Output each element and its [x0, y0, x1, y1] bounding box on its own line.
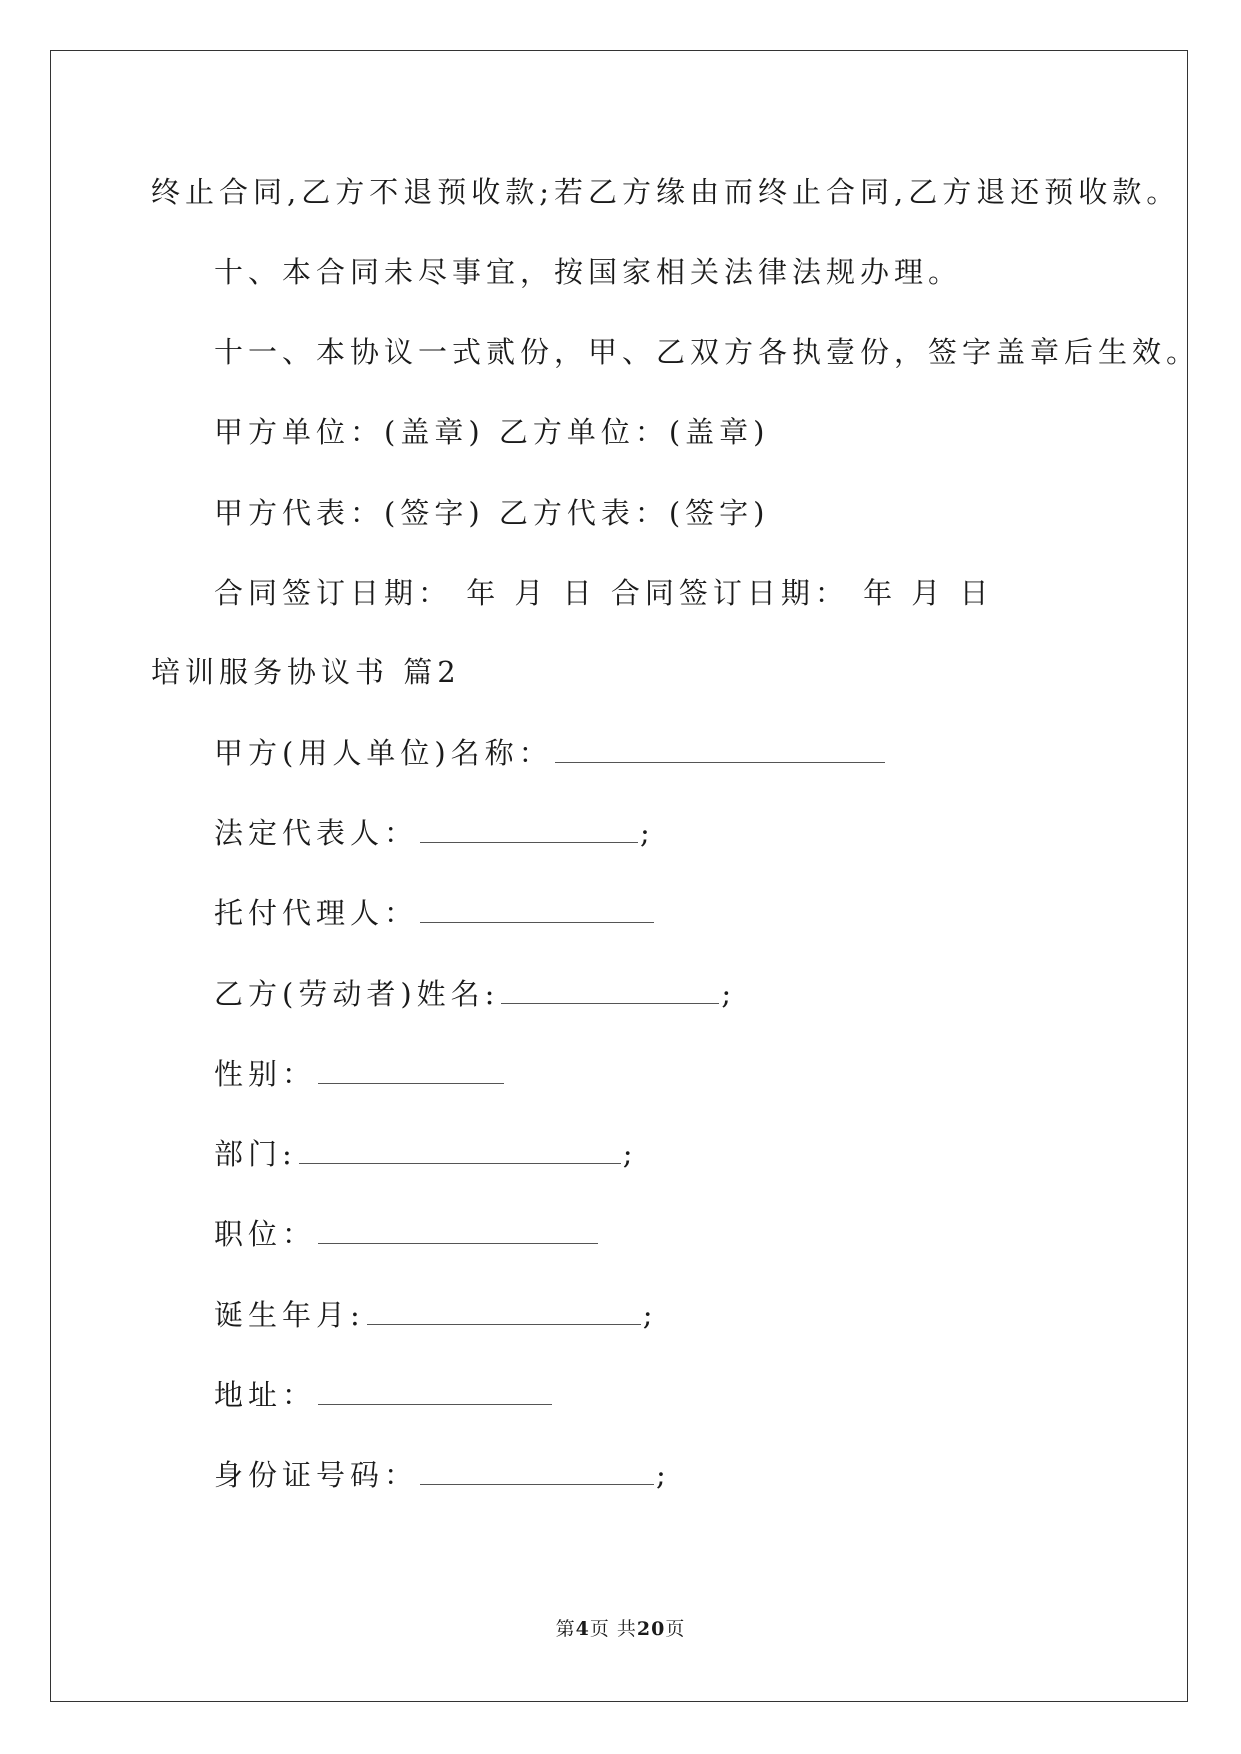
- text-line-3: 十一、本协议一式贰份，甲、乙双方各执壹份，签字盖章后生效。: [214, 335, 1201, 369]
- address-label: 地址：: [214, 1378, 317, 1412]
- text-line-1: 终止合同,乙方不退预收款;若乙方缘由而终止合同,乙方退还预收款。: [151, 175, 1181, 209]
- text-line-4: 甲方单位：(盖章) 乙方单位：(盖章): [214, 415, 770, 449]
- agent-row: [214, 893, 656, 933]
- id-number-row: [214, 1455, 671, 1495]
- birth-row: [214, 1295, 658, 1335]
- text-line-5: 甲方代表：(签字) 乙方代表：(签字): [214, 496, 770, 530]
- worker-name-row: [214, 974, 736, 1014]
- worker-name-semicolon: ;: [721, 977, 737, 1011]
- department-semicolon: ;: [622, 1137, 638, 1171]
- birth-blank[interactable]: [367, 1300, 641, 1325]
- department-row: [214, 1134, 638, 1174]
- footer-mid: 页 共: [589, 1618, 637, 1640]
- position-row: [214, 1214, 600, 1254]
- gender-label: 性别：: [214, 1057, 317, 1091]
- text-line-2: 十、本合同未尽事宜，按国家相关法律法规办理。: [214, 255, 963, 289]
- department-blank[interactable]: [299, 1139, 621, 1164]
- id-number-semicolon: ;: [656, 1458, 671, 1492]
- worker-name-label: 乙方(劳动者)姓名:: [214, 977, 500, 1011]
- footer-page-number: 4: [575, 1618, 590, 1640]
- legal-rep-label: 法定代表人：: [214, 816, 419, 850]
- page-footer: [0, 1614, 1241, 1641]
- position-label: 职位：: [214, 1217, 317, 1251]
- position-blank[interactable]: [318, 1219, 598, 1244]
- text-line-6: 合同签订日期： 年 月 日 合同签订日期： 年 月 日: [214, 576, 994, 610]
- employer-name-blank[interactable]: [555, 738, 885, 763]
- footer-total-pages: 20: [636, 1618, 666, 1640]
- id-number-blank[interactable]: [420, 1460, 654, 1485]
- birth-label: 诞生年月:: [214, 1298, 365, 1332]
- legal-rep-row: [214, 813, 655, 853]
- section-heading: 培训服务协议书 篇2: [151, 655, 461, 689]
- gender-blank[interactable]: [318, 1059, 504, 1084]
- gender-row: [214, 1054, 506, 1094]
- agent-label: 托付代理人：: [214, 896, 419, 930]
- footer-prefix: 第: [555, 1618, 576, 1640]
- address-blank[interactable]: [318, 1380, 552, 1405]
- worker-name-blank[interactable]: [501, 979, 719, 1004]
- employer-name-label: 甲方(用人单位)名称：: [214, 736, 553, 770]
- agent-blank[interactable]: [420, 898, 654, 923]
- legal-rep-semicolon: ;: [640, 816, 655, 850]
- footer-suffix: 页: [665, 1618, 686, 1640]
- birth-semicolon: ;: [642, 1298, 658, 1332]
- legal-rep-blank[interactable]: [420, 818, 638, 843]
- department-label: 部门:: [214, 1137, 297, 1171]
- id-number-label: 身份证号码：: [214, 1458, 419, 1492]
- employer-name-row: [214, 733, 887, 773]
- address-row: [214, 1375, 554, 1415]
